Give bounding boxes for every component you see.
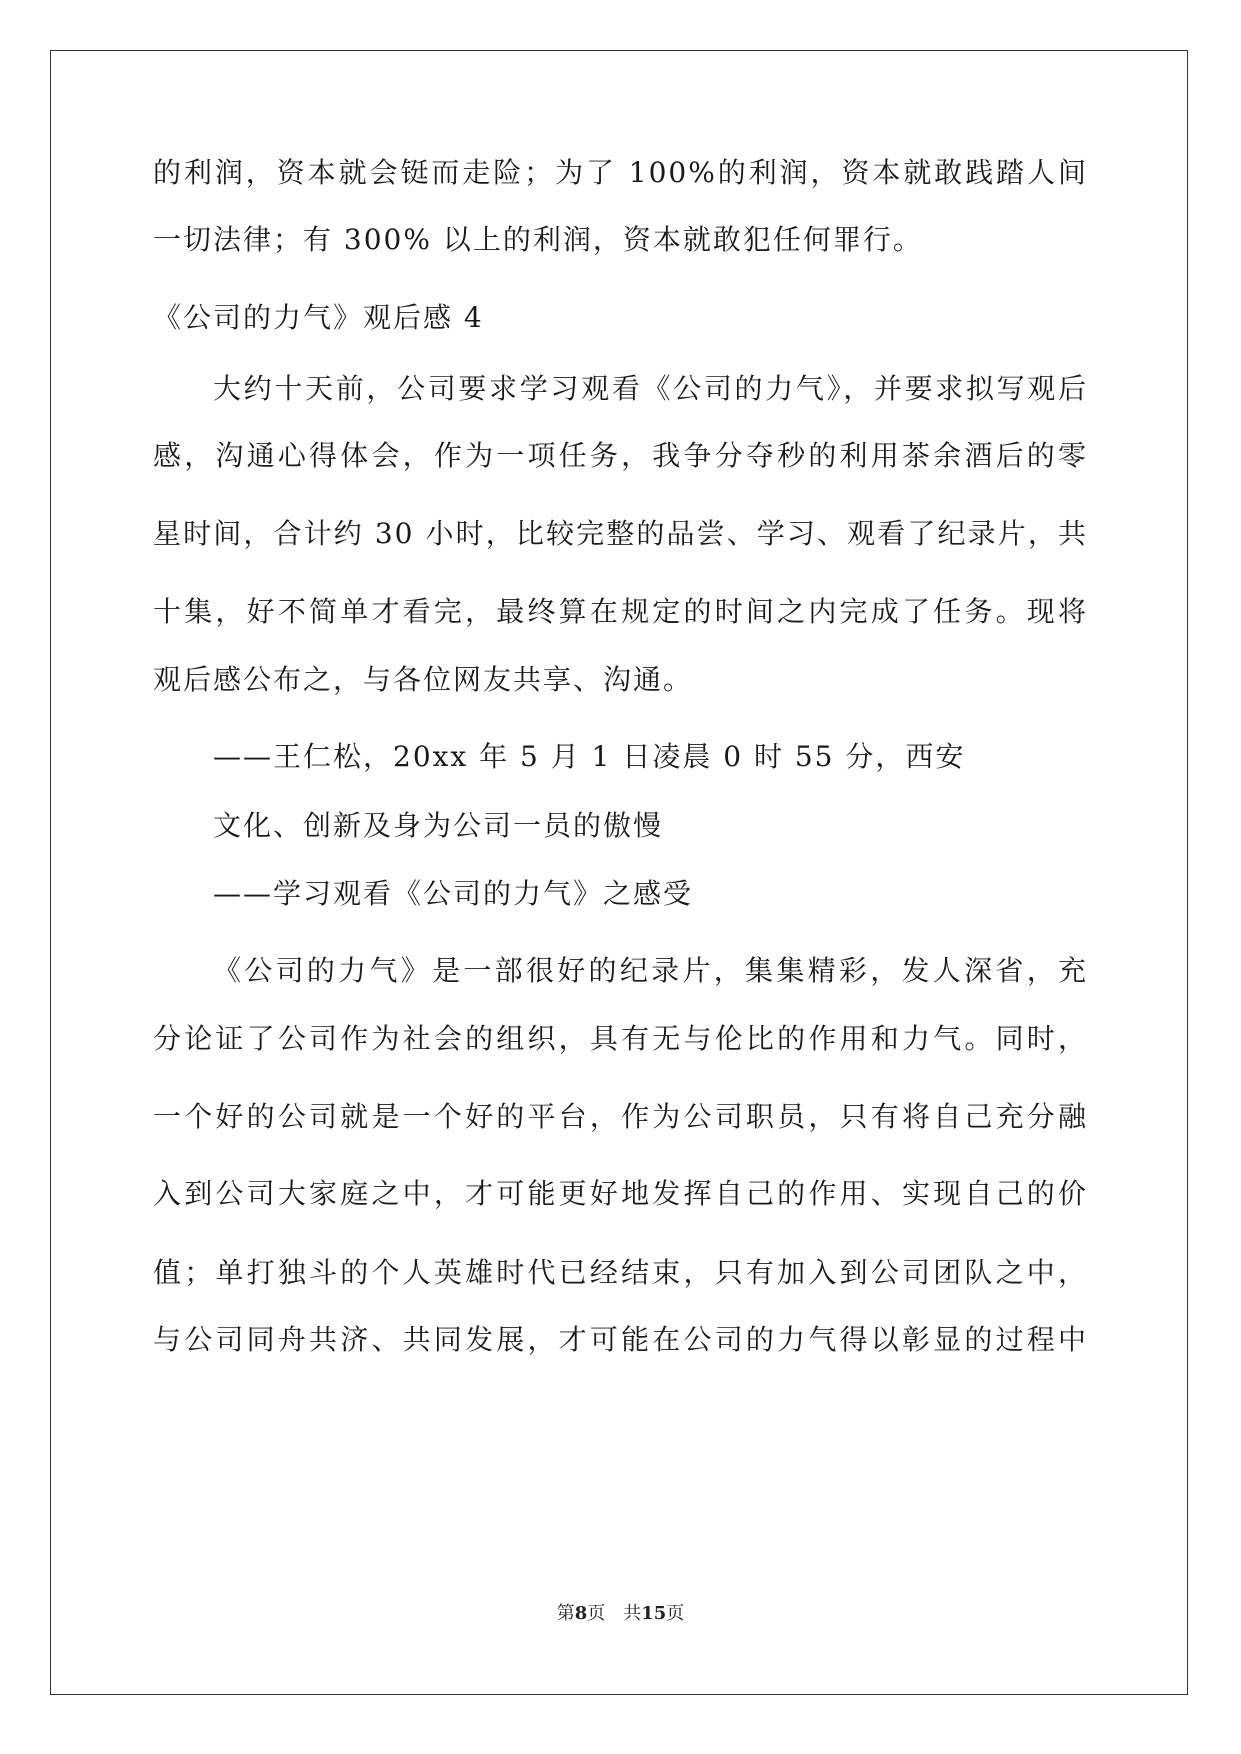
subtitle-sub-line: ——学习观看《公司的力气》之感受	[213, 877, 694, 910]
body-line-8: 观后感公布之，与各位网友共享、沟通。	[153, 663, 694, 696]
page-number: 8	[574, 1603, 588, 1624]
body-line-1: 的利润，资本就会铤而走险；为了 100%的利润，资本就敢践踏人间	[153, 156, 1088, 189]
page-suffix: 页	[587, 1603, 606, 1624]
body-line-4: 大约十天前，公司要求学习观看《公司的力气》，并要求拟写观后	[213, 372, 1088, 405]
body-line-7: 十集，好不简单才看完，最终算在规定的时间之内完成了任务。现将	[153, 595, 1088, 628]
total-suffix: 页	[666, 1603, 685, 1624]
signature-line: ——王仁松，20xx 年 5 月 1 日凌晨 0 时 55 分，西安	[213, 740, 966, 773]
subtitle-line: 文化、创新及身为公司一员的傲慢	[213, 809, 664, 842]
total-prefix: 共	[623, 1603, 642, 1624]
body-line-14: 一个好的公司就是一个好的平台，作为公司职员，只有将自己充分融	[153, 1100, 1088, 1133]
page-border	[50, 50, 1188, 1695]
section-heading: 《公司的力气》观后感 4	[153, 301, 484, 334]
body-line-13: 分论证了公司作为社会的组织，具有无与伦比的作用和力气。同时，	[153, 1022, 1088, 1055]
body-line-15: 入到公司大家庭之中，才可能更好地发挥自己的作用、实现自己的价	[153, 1177, 1088, 1210]
body-line-6: 星时间，合计约 30 小时，比较完整的品尝、学习、观看了纪录片，共	[153, 517, 1088, 550]
body-line-12: 《公司的力气》是一部很好的纪录片，集集精彩，发人深省，充	[213, 954, 1088, 987]
body-line-2: 一切法律；有 300% 以上的利润，资本就敢犯任何罪行。	[153, 223, 923, 256]
body-line-16: 值；单打独斗的个人英雄时代已经结束，只有加入到公司团队之中，	[153, 1256, 1088, 1289]
total-pages: 15	[641, 1603, 667, 1624]
page-footer	[0, 1602, 1241, 1626]
body-line-17: 与公司同舟共济、共同发展，才可能在公司的力气得以彰显的过程中	[153, 1323, 1088, 1356]
body-line-5: 感，沟通心得体会，作为一项任务，我争分夺秒的利用茶余酒后的零	[153, 439, 1088, 472]
page-prefix: 第	[556, 1603, 575, 1624]
